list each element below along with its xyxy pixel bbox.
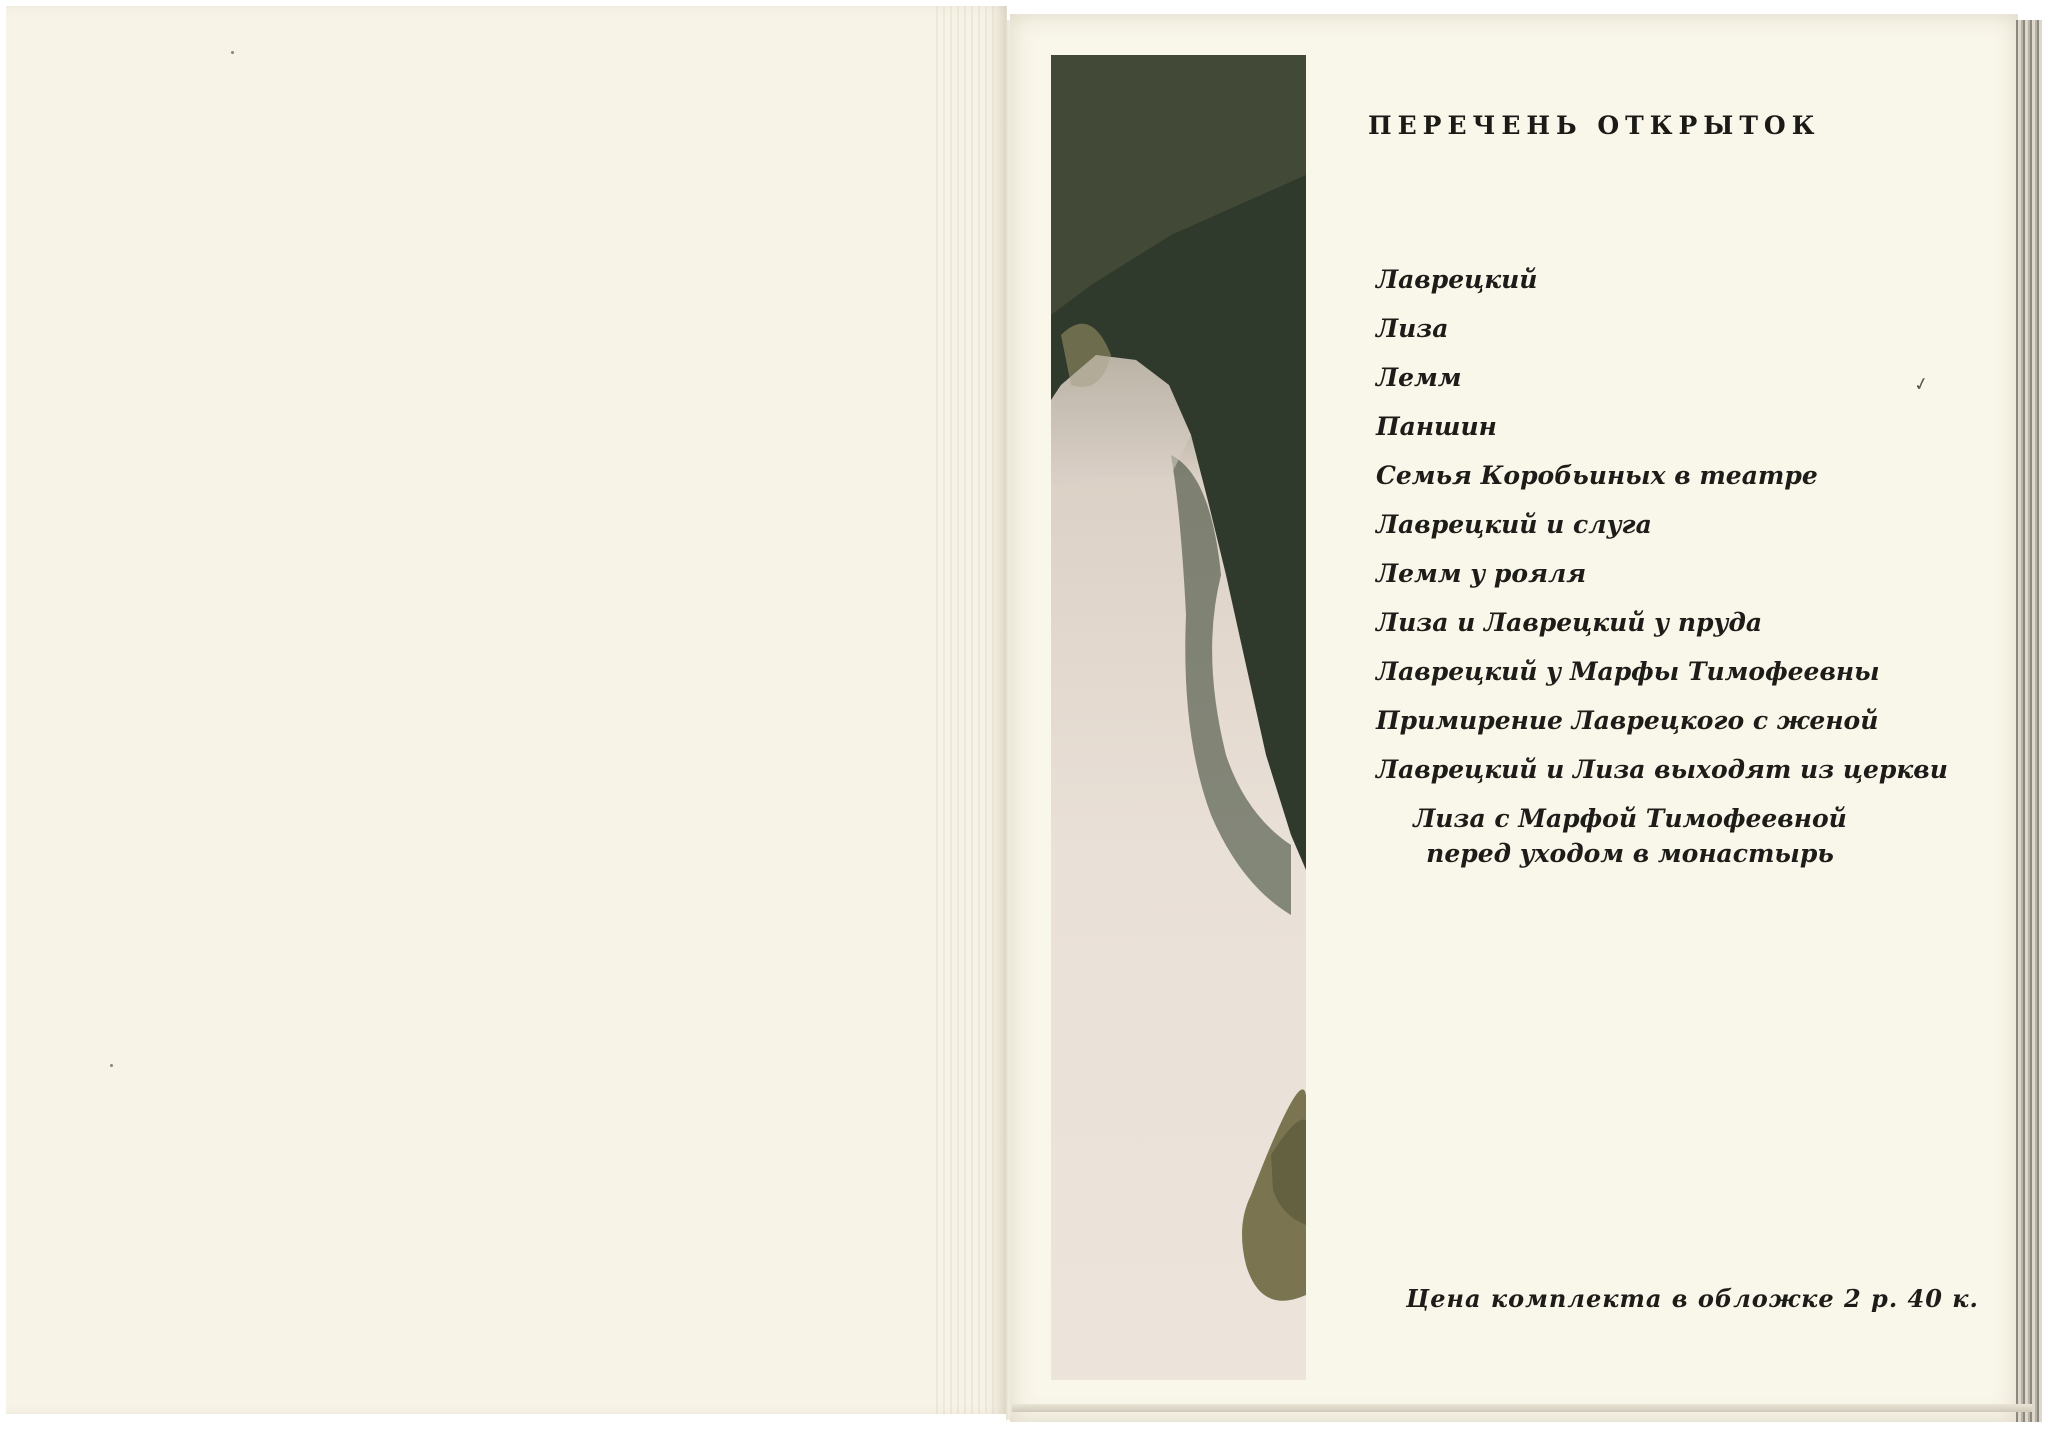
postcard-list-item: Лиза с Марфой Тимофеевной перед уходом в монастырь xyxy=(1413,804,1847,868)
postcard-list-title: ПЕРЕЧЕНЬ ОТКРЫТОК xyxy=(1368,111,1821,140)
painting-illustration xyxy=(1051,55,1306,1380)
left-page-fold xyxy=(936,6,996,1414)
postcard-list-item: Лемм xyxy=(1376,363,1462,392)
paper-speck xyxy=(231,51,234,54)
page-bottom-edge xyxy=(1012,1404,2032,1412)
postcard-list-item: Паншин xyxy=(1376,412,1497,441)
pencil-tick-mark: ✓ xyxy=(1911,372,1932,397)
postcard-list xyxy=(1376,262,1948,871)
postcard-list-item: Семья Коробьиных в театре xyxy=(1376,461,1818,490)
postcard-list-item: Лаврецкий xyxy=(1376,265,1538,294)
painting-fragment xyxy=(1051,55,1306,1380)
paper-speck xyxy=(110,1064,113,1067)
postcard-list-item: Лиза xyxy=(1376,314,1449,343)
postcard-list-item: Примирение Лаврецкого с женой xyxy=(1376,706,1879,735)
postcard-list-item: Лемм у рояля xyxy=(1376,559,1587,588)
set-price-note: Цена комплекта в обложке 2 р. 40 к. xyxy=(1406,1284,1979,1313)
left-blank-page xyxy=(6,6,1007,1414)
postcard-list-item: Лаврецкий и слуга xyxy=(1376,510,1652,539)
page-stack-edge xyxy=(2016,20,2042,1422)
postcard-list-item: Лаврецкий и Лиза выходят из церкви xyxy=(1376,755,1948,784)
postcard-list-item: Лаврецкий у Марфы Тимофеевны xyxy=(1376,657,1880,686)
postcard-list-item: Лиза и Лаврецкий у пруда xyxy=(1376,608,1763,637)
